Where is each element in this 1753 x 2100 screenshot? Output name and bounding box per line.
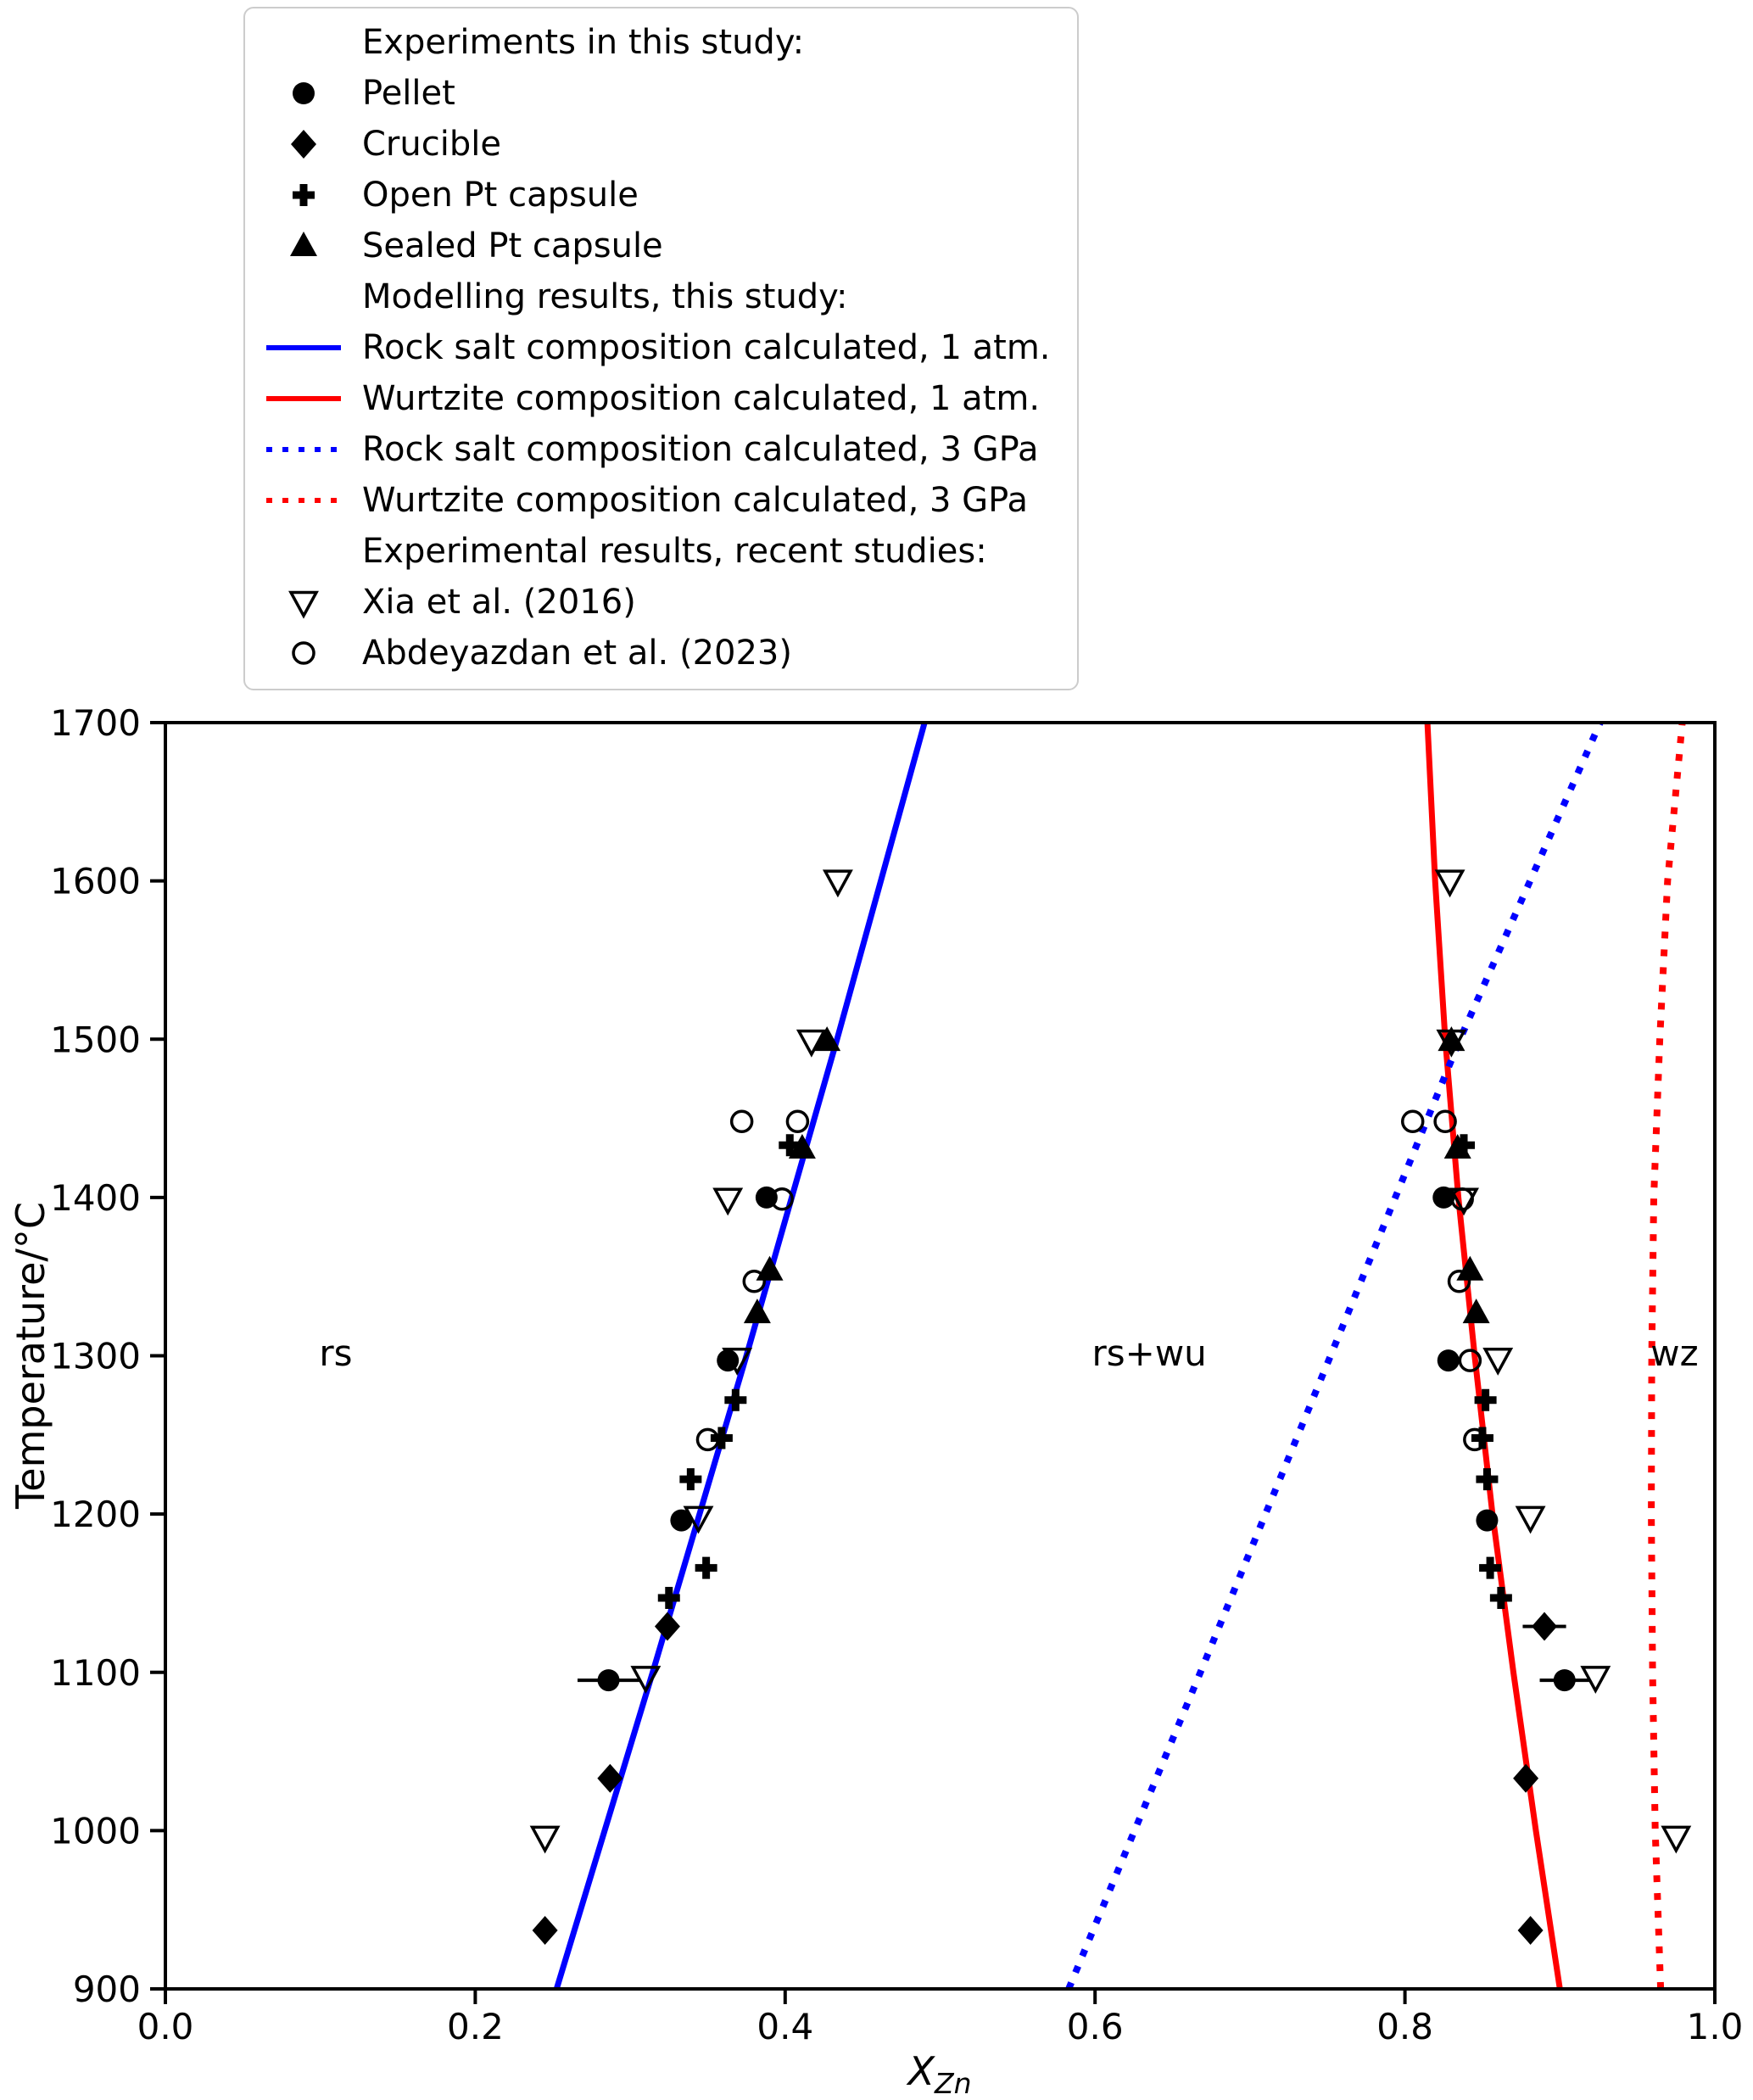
data-point-marker xyxy=(787,1111,807,1131)
legend-header-text: Modelling results, this study: xyxy=(362,277,848,316)
legend-row-rock-salt-composition-calculated-1-atm xyxy=(245,322,1077,373)
line-swatch-solid-icon xyxy=(245,396,362,401)
circle-open-icon xyxy=(285,634,322,672)
data-point-marker xyxy=(1438,871,1463,895)
legend-item-label: Crucible xyxy=(362,125,501,164)
data-point-marker xyxy=(1456,1256,1483,1281)
x-tick-label: 0.0 xyxy=(137,2006,194,2047)
legend-row-abdeyazdan-et-al-2023 xyxy=(245,628,1077,679)
legend-item-label: Wurtzite composition calculated, 3 GPa xyxy=(362,481,1028,520)
data-point-marker xyxy=(1554,1669,1576,1691)
plot-generated xyxy=(50,702,1743,2047)
data-point-marker xyxy=(598,1669,620,1691)
y-tick-label: 1400 xyxy=(50,1176,141,1219)
legend-row-wurtzite-composition-calculated-3-gpa xyxy=(245,475,1077,526)
line-swatch xyxy=(266,498,341,503)
y-tick-label: 1100 xyxy=(50,1651,141,1694)
line-swatch-dotted-icon xyxy=(245,498,362,503)
y-axis-label: Temperature/°C xyxy=(8,1201,53,1510)
data-point-marker xyxy=(717,1349,739,1371)
data-point-marker xyxy=(670,1510,692,1532)
axes xyxy=(50,702,1743,2047)
legend-row-crucible xyxy=(245,119,1077,170)
data-point-marker xyxy=(655,1612,680,1641)
legend-row-pellet xyxy=(245,68,1077,119)
triangle-down-open-icon xyxy=(245,584,362,621)
data-point-marker xyxy=(1403,1111,1423,1131)
legend-row-wurtzite-composition-calculated-1-atm xyxy=(245,373,1077,424)
legend-item-label: Xia et al. (2016) xyxy=(362,583,636,622)
data-point-marker xyxy=(732,1111,752,1131)
region-label-wz: wz xyxy=(1650,1332,1699,1374)
x-axis-label: $X_{Zn}$ xyxy=(907,2048,972,2100)
data-point-marker xyxy=(679,1468,701,1490)
plot-frame xyxy=(165,723,1715,1989)
model-line-rock-salt-1atm xyxy=(556,723,924,1989)
legend-header-text: Experiments in this study: xyxy=(362,23,805,62)
legend-row-open-pt-capsule xyxy=(245,170,1077,221)
plus-filled-icon xyxy=(285,176,322,214)
region-label-rswu: rs+wu xyxy=(1091,1332,1207,1374)
series-crucible xyxy=(533,1612,1566,1945)
legend-row-header xyxy=(245,526,1077,577)
series-abdeyazdan-et-al-2023 xyxy=(697,1111,1484,1449)
data-point-marker xyxy=(1518,1916,1544,1945)
data-point-marker xyxy=(1513,1764,1538,1793)
circle-filled-icon xyxy=(245,75,362,112)
legend-row-header xyxy=(245,271,1077,322)
plus-filled-glyph xyxy=(293,184,315,206)
x-tick-label: 0.4 xyxy=(756,2006,814,2047)
data-point-marker xyxy=(1518,1507,1544,1531)
legend-item-label: Open Pt capsule xyxy=(362,176,639,215)
diamond-filled-glyph xyxy=(291,130,316,159)
legend-item-label: Pellet xyxy=(362,74,455,113)
circle-open-icon xyxy=(245,634,362,672)
legend-row-sealed-pt-capsule xyxy=(245,221,1077,271)
data-point-marker xyxy=(1485,1349,1510,1373)
triangle-down-open-glyph xyxy=(291,593,316,617)
data-point-marker xyxy=(1432,1187,1454,1209)
legend-item-label: Abdeyazdan et al. (2023) xyxy=(362,634,792,673)
y-tick-label: 1700 xyxy=(50,702,141,744)
data-point-marker xyxy=(1476,1468,1498,1490)
x-tick-label: 0.8 xyxy=(1376,2006,1433,2047)
data-point-marker xyxy=(695,1557,717,1579)
data-point-marker xyxy=(756,1187,778,1209)
data-point-marker xyxy=(1438,1349,1460,1371)
legend-row-rock-salt-composition-calculated-3-gpa xyxy=(245,424,1077,475)
data-point-marker xyxy=(533,1827,558,1851)
triangle-up-filled-icon xyxy=(245,227,362,265)
x-tick-label: 0.6 xyxy=(1066,2006,1124,2047)
line-swatch-solid-icon xyxy=(245,345,362,350)
line-swatch xyxy=(266,396,341,401)
data-point-marker xyxy=(1532,1612,1557,1641)
y-tick-label: 1300 xyxy=(50,1335,141,1377)
legend-item-label: Rock salt composition calculated, 1 atm. xyxy=(362,328,1051,367)
data-point-marker xyxy=(1663,1827,1689,1851)
data-point-marker xyxy=(715,1189,740,1213)
x-tick-label: 1.0 xyxy=(1686,2006,1744,2047)
diamond-filled-icon xyxy=(285,126,322,163)
data-point-marker xyxy=(1476,1510,1498,1532)
legend xyxy=(243,7,1079,690)
triangle-down-open-icon xyxy=(285,584,322,621)
y-tick-label: 1500 xyxy=(50,1019,141,1061)
series-sealed-pt-capsule xyxy=(744,1026,1490,1323)
y-tick-label: 1200 xyxy=(50,1494,141,1536)
legend-row-xia-et-al-2016 xyxy=(245,577,1077,628)
circle-filled-glyph xyxy=(293,82,315,104)
data-point-marker xyxy=(724,1389,746,1411)
data-point-marker xyxy=(756,1256,784,1281)
line-swatch xyxy=(266,345,341,350)
circle-open-glyph xyxy=(293,643,314,663)
plus-filled-icon xyxy=(245,176,362,214)
triangle-up-filled-icon xyxy=(285,227,322,265)
legend-item-label: Rock salt composition calculated, 3 GPa xyxy=(362,430,1039,469)
legend-row-header xyxy=(245,17,1077,68)
line-swatch-dotted-icon xyxy=(245,447,362,452)
circle-filled-icon xyxy=(285,75,322,112)
legend-item-label: Wurtzite composition calculated, 1 atm. xyxy=(362,379,1041,418)
data-point-marker xyxy=(533,1916,558,1945)
y-tick-label: 1000 xyxy=(50,1810,141,1852)
data-point-marker xyxy=(744,1299,771,1323)
series-open-pt-capsule xyxy=(658,1134,1512,1609)
diamond-filled-icon xyxy=(245,126,362,163)
data-point-marker xyxy=(1490,1587,1512,1609)
line-swatch xyxy=(266,447,341,452)
legend-item-label: Sealed Pt capsule xyxy=(362,226,663,265)
data-point-marker xyxy=(825,871,851,895)
y-tick-label: 900 xyxy=(72,1969,141,2010)
legend-header-text: Experimental results, recent studies: xyxy=(362,532,987,571)
triangle-up-filled-glyph xyxy=(290,232,317,256)
region-label-rs: rs xyxy=(319,1332,353,1374)
x-tick-label: 0.2 xyxy=(447,2006,504,2047)
y-tick-label: 1600 xyxy=(50,860,141,902)
